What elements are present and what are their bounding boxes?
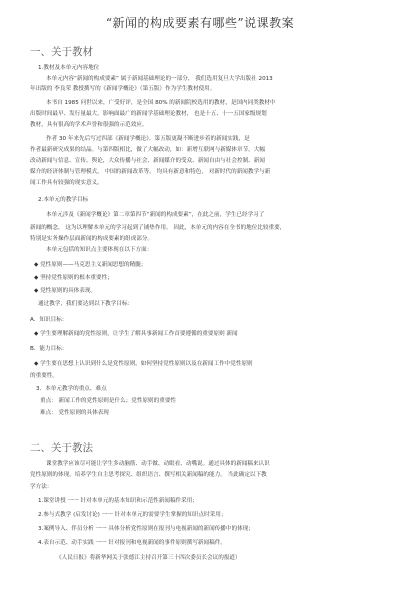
paragraph-line: 年出版的 李良荣 教授撰写的《新闻学概论》（第五版）作为学生教材使用。	[30, 86, 216, 92]
section-heading-materials: 一、关于教材	[30, 46, 93, 58]
list-item: 4.表自示范、动手实践 一一 针对报刊和电视新闻的事件原则撰写新闻稿件。	[38, 540, 226, 546]
paragraph-line: 重点： 新闻工作的党性原则是什么；党性原则的重要性	[40, 398, 177, 404]
bullet-item: ◆ 学生要在思想上认识到什么是党性原则，如何坚持党性原则以及在新闻工作中党性原则	[34, 361, 253, 367]
paragraph-line: 难点： 党性原则的具体表现	[40, 410, 109, 416]
list-item: 2.参与式教学 (启发讨论) 一一 针对本单元的需要学生掌握的知识点时采用；	[38, 512, 227, 518]
paragraph-line: 通过教学，我们要达到以下教学目标：	[38, 301, 134, 307]
paragraph-line: 作者 30 年来先后写过四部《新闻学概论》，第五版更凝不断进步着的新闻实践，是	[46, 136, 250, 142]
paragraph-line: 本书自 1985 问世以来，广受好评，是全国 80% 的新闻院校选用的教材，是国内同类教材中	[46, 100, 276, 106]
paragraph-line: 本单元涉及《新闻学概论》第二章第四节“新闻的构成要素”，在此之前，学生已经学习了	[46, 212, 265, 218]
paragraph-line: 课堂教学应该尽可能让学生多动脑筋、动手做、动眼看、动嘴说。通过具体的新闻稿来认识	[46, 461, 270, 467]
paragraph-line: 教材，具有很高的学术声誉和很强的示范效应。	[30, 122, 148, 128]
paragraph-line: 媒介的经济体制与管理模式， 中国的新闻改革等。 均具有新意和特色， 对新时代的新闻教学与新	[30, 169, 271, 175]
paragraph-line: 出版时间最早、发行量最大，影响面最广的新闻学基础理论教材， 也是十五、十一五国家级规划	[30, 111, 267, 117]
paragraph-line: 的重要性。	[30, 373, 58, 379]
document-title: “新闻的构成要素有哪些”说课教案	[105, 16, 295, 30]
paragraph-line: B．能力目标：	[30, 346, 68, 352]
paragraph-line: 改动新闻与信息、宣传、舆论，大众传播与社会、新闻媒介的受众、新闻自由与社会控制、新闻	[30, 158, 265, 164]
paragraph-line: A．知识目标：	[30, 317, 68, 323]
paragraph-line: 本单元内容“新闻的构成要素” 属于新闻基础理论的一部分， 我们选用复旦大学出版社 2013	[46, 76, 273, 82]
paragraph-line: 3．本单元教学的重点、难点	[36, 386, 107, 392]
list-item: 3.案例导入、伴员分析 一一 具体分析党性原则在报刊与电视新闻的新闻传播中的体现；	[38, 526, 254, 532]
bullet-item: ◆ 学生要理解新闻的党性原则，让学生了解具事新闻工作首要遵循的重要原则 新闻	[34, 331, 238, 337]
paragraph-line: 本单元包括的知识点主要体现在以下方面：	[46, 247, 153, 253]
paragraph-line: 《人民日报》将新华网关于张德江主持召开第三十四次委员长会议的报道）	[56, 555, 241, 561]
paragraph-line: 学方法：	[30, 484, 53, 490]
paragraph-line: 作者最新研究成果的结晶。与第四版相比，做了大幅改动，如：新增互联网与新媒体章节，大幅	[30, 147, 265, 153]
section-heading-methods: 二、关于教法	[30, 442, 93, 454]
bullet-item: ◆ 坚持党性原则的根本重要性；	[34, 275, 113, 281]
paragraph-line: 新闻的概念， 这为以理解本单元的学习起到了铺垫作用。 因此，本单元的内容在全书的地位比较重要，	[30, 225, 286, 231]
list-item: 1.课堂讲授 一一 针对本单元的基本知识和示范性新闻稿件采用；	[38, 498, 198, 504]
paragraph-line: 2.本单元的教学目标	[38, 197, 89, 203]
paragraph-line: 1.教材及本单元内容地位	[38, 65, 100, 71]
paragraph-line: 党性原则的体现，培养学生自主思考探究、组织语言、撰写相关新闻稿的能力。 当此确定以下教	[30, 472, 267, 478]
paragraph-line: 特别是实务操作层面新闻的构成要素的组成部分。	[30, 236, 154, 242]
paragraph-line: 闻工作具有较强的现实意义。	[30, 180, 103, 186]
bullet-item: ◆ 党性原则——马克思主义新闻思想的精髓；	[34, 262, 147, 268]
bullet-item: ◆ 党性原则的具体表现。	[34, 288, 97, 294]
